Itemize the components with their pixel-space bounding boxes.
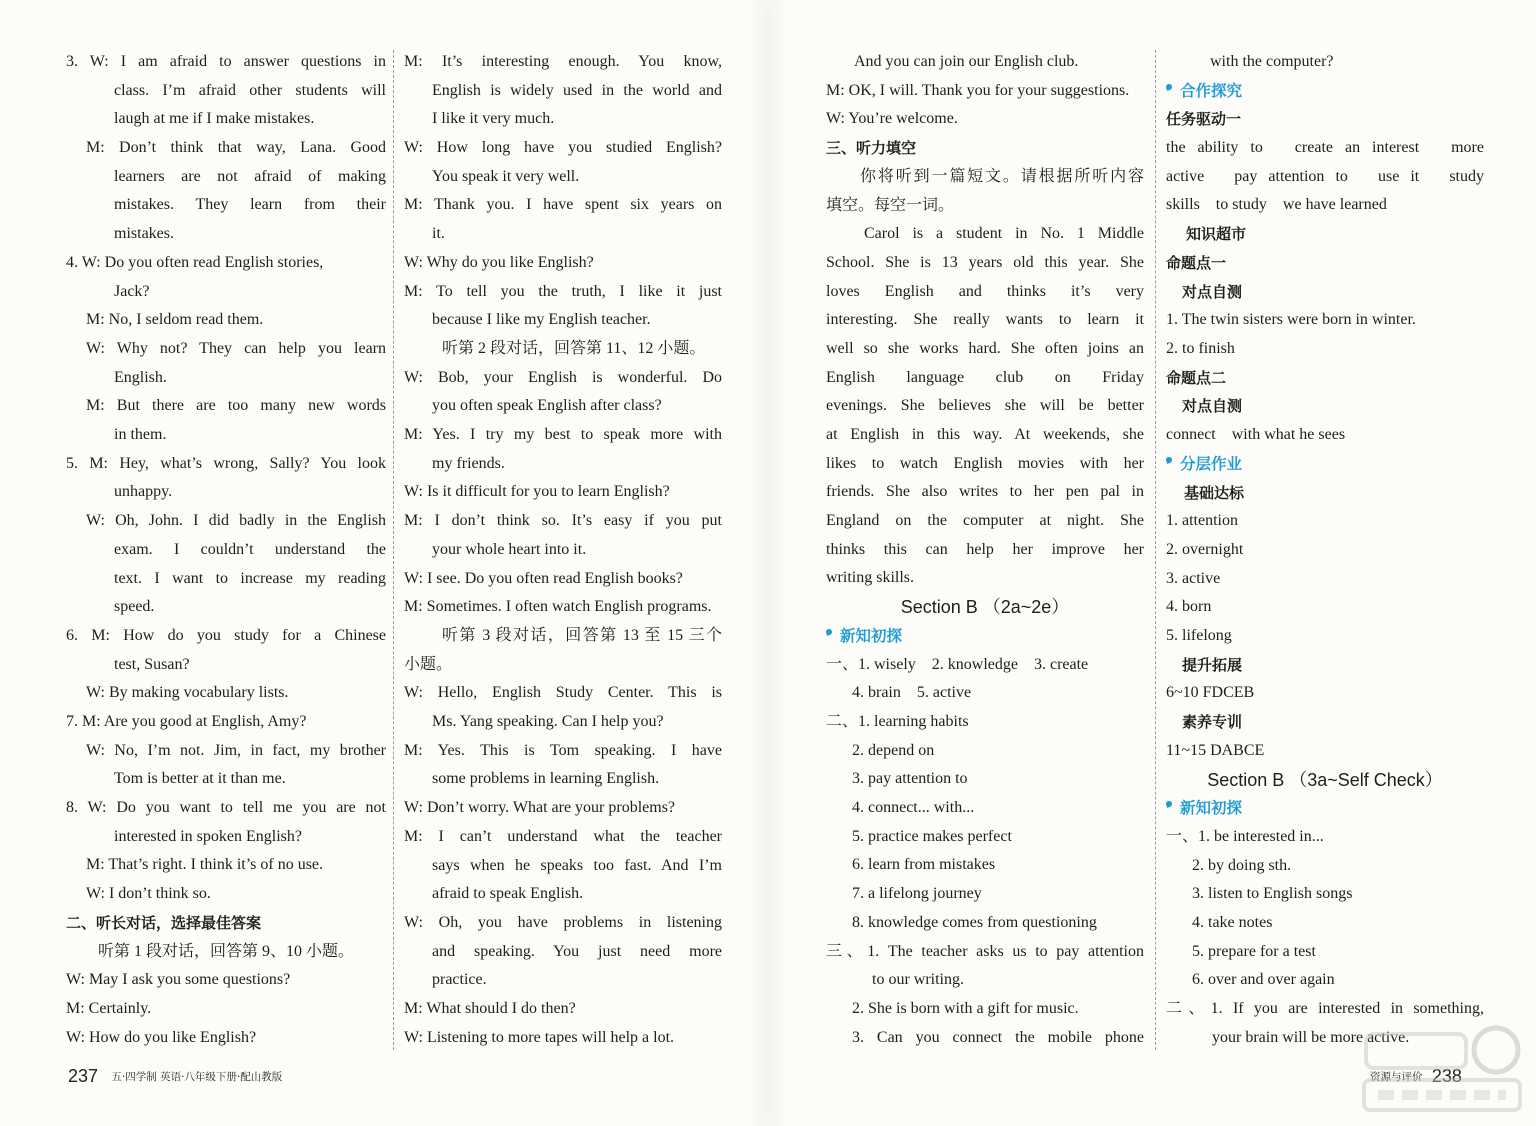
text-line: exam. I couldn’t understand the: [114, 540, 386, 558]
text-line: mistakes.: [114, 225, 174, 243]
text-line: M: But there are too many new words: [86, 397, 386, 415]
text-line: M: Thank you. I have spent six years on: [404, 196, 722, 214]
text-line: well so she works hard. She often joins an: [826, 339, 1144, 357]
text-line: M: OK, I will. Thank you for your suggestions.: [826, 81, 1130, 99]
text-line: W: May I ask you some questions?: [66, 971, 291, 989]
section-tag: 新知初探: [826, 622, 1144, 651]
text-line: 4. born: [1166, 598, 1212, 616]
text-line: 4. take notes: [1192, 914, 1273, 932]
text-line: learners are not afraid of making: [114, 167, 386, 185]
right-page-column-1: [826, 48, 1144, 1052]
text-line: text. I want to increase my reading: [114, 569, 386, 587]
text-line: 小题。: [404, 655, 453, 673]
text-line: my friends.: [432, 454, 505, 472]
text-line: evenings. She believes she will be better: [826, 397, 1144, 415]
section-tag: 分层作业: [1166, 450, 1484, 479]
text-line: W: By making vocabulary lists.: [86, 684, 289, 702]
text-line: and speaking. You just need more: [432, 942, 722, 960]
section-tag: 合作探究: [1166, 77, 1484, 106]
text-line: connect with what he sees: [1166, 426, 1346, 444]
left-footer: [68, 1066, 282, 1087]
text-line: 听第 1 段对话，回答第 9、10 小题。: [98, 942, 355, 960]
text-line: 5. lifelong: [1166, 627, 1232, 645]
section-heading: 命题点一: [1166, 253, 1227, 272]
text-line: Tom is better at it than me.: [114, 770, 286, 788]
section-heading: 素养专训: [1182, 713, 1243, 732]
text-line: W: Hello, English Study Center. This is: [404, 684, 722, 702]
text-line: skills to study we have learned: [1166, 196, 1387, 214]
section-heading: 任务驱动一: [1166, 110, 1242, 129]
text-line: 2. overnight: [1166, 540, 1244, 558]
section-heading: 二、听长对话，选择最佳答案: [66, 913, 262, 932]
text-line: laugh at me if I make mistakes.: [114, 110, 315, 128]
text-line: 三、1. The teacher asks us to pay attention: [826, 942, 1144, 960]
text-line: School. She is 13 years old this year. She: [826, 253, 1144, 271]
section-heading: 命题点二: [1166, 368, 1227, 387]
text-line: 听第 3 段对话，回答第 13 至 15 三个: [442, 626, 722, 644]
text-line: interested in spoken English?: [114, 827, 302, 845]
text-line: M: I don’t think so. It’s easy if you put: [404, 512, 722, 530]
left-page-column-2: [404, 48, 722, 1052]
text-line: 5. prepare for a test: [1192, 942, 1316, 960]
text-line: with the computer?: [1210, 53, 1334, 70]
section-heading: 知识超市: [1186, 225, 1247, 244]
text-line: likes to watch English movies with her: [826, 454, 1144, 472]
text-line: England on the computer at night. She: [826, 512, 1144, 530]
text-line: 听第 2 段对话，回答第 11、12 小题。: [442, 339, 706, 357]
text-line: 8. W: Do you want to tell me you are not: [66, 799, 386, 817]
text-line: 7. M: Are you good at English, Amy?: [66, 712, 307, 730]
right-footer-text: 资源与评价: [1370, 1071, 1423, 1083]
text-line: 3. W: I am afraid to answer questions in: [66, 53, 386, 70]
text-line: it.: [432, 225, 445, 243]
text-line: 6. over and over again: [1192, 971, 1335, 989]
text-line: M: I can’t understand what the teacher: [404, 827, 722, 845]
text-line: 4. W: Do you often read English stories,: [66, 253, 324, 271]
text-line: practice.: [432, 971, 487, 989]
text-line: M: No, I seldom read them.: [86, 311, 264, 329]
text-line: because I like my English teacher.: [432, 311, 651, 329]
text-line: 8. knowledge comes from questioning: [852, 913, 1097, 931]
text-line: W: Is it difficult for you to learn English?: [404, 483, 670, 501]
text-line: 6~10 FDCEB: [1166, 684, 1255, 702]
text-line: 3. listen to English songs: [1192, 885, 1353, 903]
text-line: English language club on Friday: [826, 368, 1144, 386]
section-heading: 三、听力填空: [826, 139, 917, 158]
text-line: 7. a lifelong journey: [852, 885, 982, 903]
text-line: some problems in learning English.: [432, 770, 660, 788]
text-line: 3. Can you connect the mobile phone: [852, 1028, 1144, 1046]
right-page-number: 238: [1431, 1066, 1462, 1086]
text-line: M: That’s right. I think it’s of no use.: [86, 856, 324, 874]
text-line: your whole heart into it.: [432, 540, 587, 558]
text-line: in them.: [114, 426, 167, 444]
text-line: 1. attention: [1166, 512, 1238, 530]
text-line: you often speak English after class?: [432, 397, 662, 415]
section-tag: 新知初探: [1166, 794, 1484, 823]
text-line: M: To tell you the truth, I like it just: [404, 282, 722, 300]
text-line: friends. She also writes to her pen pal in: [826, 483, 1144, 501]
text-line: 你将听到一篇短文。请根据所听内容: [860, 167, 1144, 185]
text-line: Carol is a student in No. 1 Middle: [864, 225, 1144, 243]
section-heading: 提升拓展: [1182, 655, 1243, 674]
text-line: 二、1. If you are interested in something,: [1166, 1000, 1484, 1018]
text-line: M: It’s interesting enough. You know,: [404, 53, 722, 70]
text-line: W: Why do you like English?: [404, 253, 594, 271]
section-title: Section B （3a~Self Check）: [1207, 769, 1443, 790]
text-line: 2. by doing sth.: [1192, 856, 1292, 874]
text-line: your brain will be more active.: [1212, 1028, 1410, 1046]
text-line: M: Certainly.: [66, 999, 152, 1017]
text-line: W: Don’t worry. What are your problems?: [404, 799, 676, 817]
text-line: 5. M: Hey, what’s wrong, Sally? You look: [66, 454, 386, 472]
text-line: W: How long have you studied English?: [404, 139, 722, 157]
left-page-column-1: [66, 48, 386, 1052]
text-line: 1. The twin sisters were born in winter.: [1166, 311, 1416, 329]
section-heading: 对点自测: [1182, 282, 1243, 301]
text-line: afraid to speak English.: [432, 885, 584, 903]
text-line: M: Sometimes. I often watch English programs.: [404, 598, 712, 616]
section-title: Section B （2a~2e）: [900, 597, 1070, 618]
text-line: And you can join our English club.: [854, 53, 1079, 70]
column-divider: [1155, 50, 1156, 1050]
text-line: 11~15 DABCE: [1166, 741, 1265, 759]
text-line: 6. M: How do you study for a Chinese: [66, 626, 386, 644]
text-line: 2. She is born with a gift for music.: [852, 999, 1079, 1017]
text-line: 填空。每空一词。: [826, 196, 955, 214]
text-line: M: Don’t think that way, Lana. Good: [86, 139, 386, 157]
text-line: test, Susan?: [114, 655, 190, 673]
text-line: You speak it very well.: [432, 167, 580, 185]
text-line: 3. pay attention to: [852, 770, 968, 788]
text-line: to our writing.: [872, 971, 964, 989]
text-line: M: What should I do then?: [404, 999, 576, 1017]
column-divider: [393, 50, 394, 1050]
text-line: loves English and thinks it’s very: [826, 282, 1144, 300]
text-line: English.: [114, 368, 167, 386]
text-line: at English in this way. At weekends, she: [826, 426, 1144, 444]
text-line: 一、1. be interested in...: [1166, 827, 1324, 845]
text-line: I like it very much.: [432, 110, 555, 128]
text-line: 4. brain 5. active: [852, 684, 972, 702]
text-line: W: No, I’m not. Jim, in fact, my brother: [86, 741, 386, 759]
text-line: 5. practice makes perfect: [852, 827, 1012, 845]
text-line: class. I’m afraid other students will: [114, 81, 386, 99]
text-line: 3. active: [1166, 569, 1221, 587]
text-line: 2. to finish: [1166, 340, 1235, 357]
text-line: Ms. Yang speaking. Can I help you?: [432, 713, 664, 731]
left-page-number: 237: [68, 1066, 99, 1086]
section-heading: 对点自测: [1182, 397, 1243, 416]
text-line: speed.: [114, 598, 155, 616]
text-line: 二、1. learning habits: [826, 712, 969, 730]
text-line: W: Oh, John. I did badly in the English: [86, 512, 386, 530]
text-line: M: Yes. This is Tom speaking. I have: [404, 741, 722, 759]
text-line: mistakes. They learn from their: [114, 196, 386, 214]
text-line: M: Yes. I try my best to speak more with: [404, 426, 722, 444]
text-line: W: I don’t think so.: [86, 885, 211, 903]
text-line: 4. connect... with...: [852, 799, 975, 817]
text-line: W: Oh, you have problems in listening: [404, 913, 722, 931]
right-page-column-2: [1166, 48, 1484, 1053]
text-line: W: Bob, your English is wonderful. Do: [404, 368, 722, 386]
text-line: Jack?: [114, 282, 150, 300]
text-line: interesting. She really wants to learn it: [826, 311, 1144, 329]
text-line: W: I see. Do you often read English books?: [404, 569, 683, 587]
watermark-logo: [1356, 1022, 1526, 1118]
text-line: W: How do you like English?: [66, 1028, 257, 1046]
text-line: English is widely used in the world and: [432, 81, 722, 99]
text-line: W: Why not? They can help you learn: [86, 339, 386, 357]
text-line: thinks this can help her improve her: [826, 540, 1144, 558]
text-line: W: You’re welcome.: [826, 110, 958, 128]
text-line: 2. depend on: [852, 741, 935, 759]
text-line: 一、1. wisely 2. knowledge 3. create: [826, 655, 1089, 673]
text-line: active pay attention to use it study: [1166, 167, 1484, 185]
text-line: says when he speaks too fast. And I’m: [432, 856, 722, 874]
text-line: unhappy.: [114, 483, 173, 501]
section-heading: 基础达标: [1184, 483, 1245, 502]
text-line: the ability to create an interest more: [1166, 139, 1484, 157]
left-footer-text: 五·四学制 英语·八年级下册·配山教版: [111, 1071, 283, 1083]
text-line: writing skills.: [826, 569, 915, 587]
text-line: 6. learn from mistakes: [852, 856, 996, 874]
text-line: W: Listening to more tapes will help a lot.: [404, 1028, 675, 1046]
